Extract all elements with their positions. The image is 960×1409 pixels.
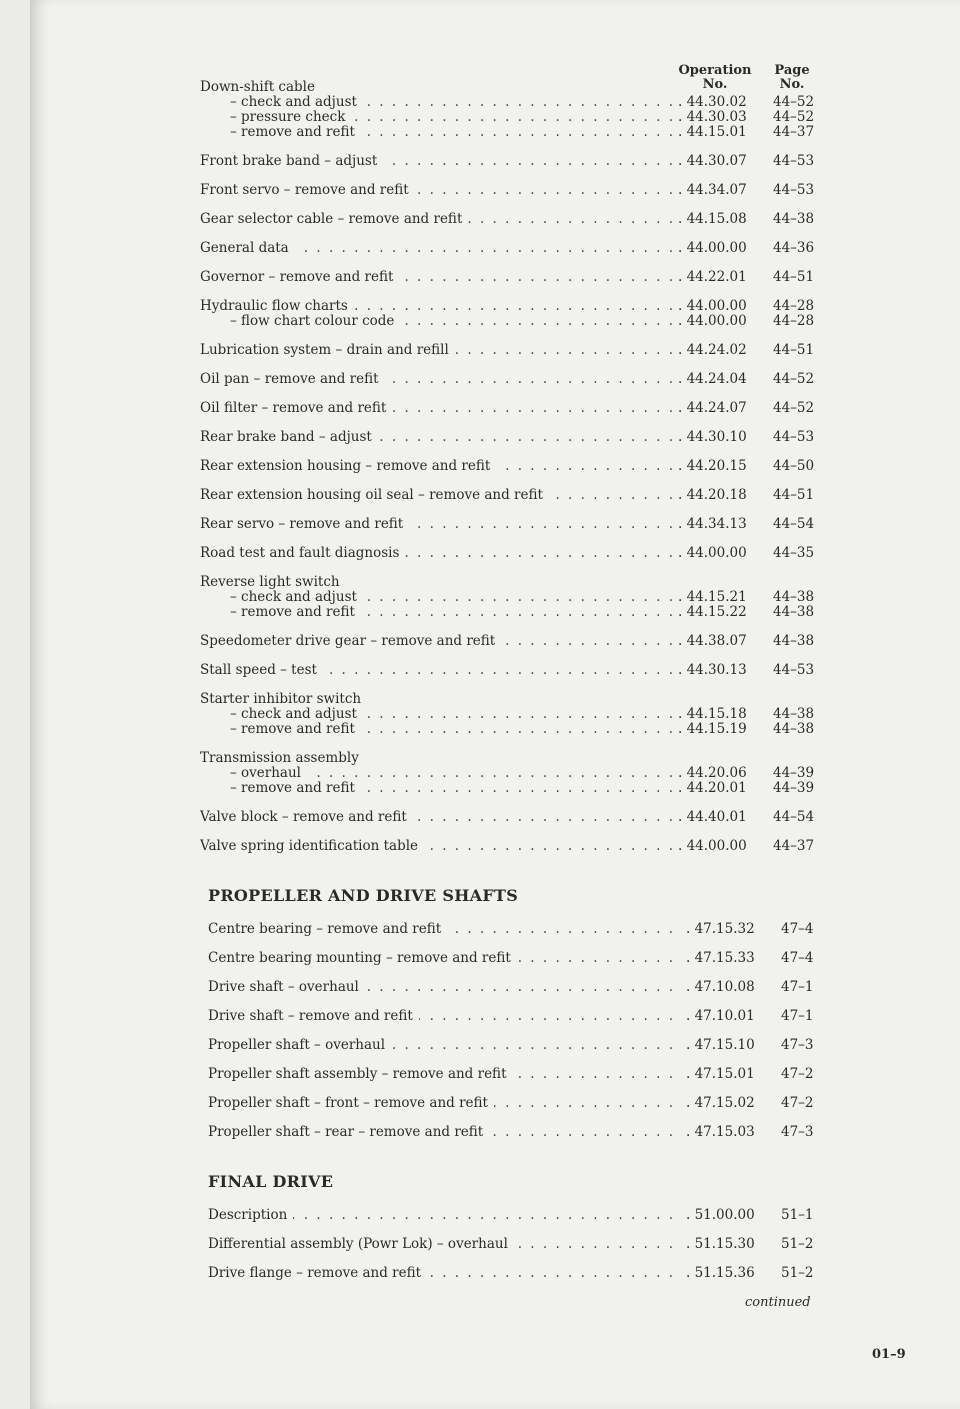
operation-number: . 51.00.00 [686,1207,755,1223]
entry-label: General data [200,241,295,256]
entry-label: Propeller shaft – rear – remove and refit [208,1125,489,1140]
index-row [200,125,825,140]
page-number-ref: 44–36 [773,240,815,256]
operation-number: . 44.00.00 [678,545,747,561]
index-row [200,430,825,445]
index-entry [208,1096,825,1111]
entry-label: – remove and refit [200,722,361,737]
index-entry [200,517,825,532]
index-entry [200,546,825,561]
page-number-ref: 44–53 [773,182,815,198]
page-number-ref: 47–4 [781,921,814,937]
entry-label: – remove and refit [200,781,361,796]
page-number-ref: 51–1 [781,1207,814,1223]
index-row [200,401,825,416]
index-entry [208,951,825,966]
entry-label: Hydraulic flow charts [200,299,354,314]
page-number-ref: 51–2 [781,1265,814,1281]
index-entry [200,488,825,503]
index-row [200,212,825,227]
index-row [200,839,825,854]
index-entry [208,1125,825,1140]
operation-number: . 44.34.07 [678,182,747,198]
index-entry [208,1208,825,1223]
entry-label: Drive shaft – overhaul [208,980,365,995]
page-number-ref: 44–54 [773,516,815,532]
operation-number: . 44.30.02 [678,94,747,110]
entry-title: Down-shift cable [200,79,315,95]
index-entry [200,430,825,445]
entry-label: Gear selector cable – remove and refit [200,212,468,227]
page-number-ref: 44–50 [773,458,815,474]
index-entries [200,77,825,1310]
entry-label: – check and adjust [200,707,363,722]
index-row [208,1266,825,1281]
entry-title: Reverse light switch [200,574,340,590]
operation-header-line1: Operation [678,63,752,78]
index-row [208,1125,825,1140]
entry-label: Rear extension housing oil seal – remove and refit [200,488,549,503]
index-entry [208,980,825,995]
operation-number: . 44.24.07 [678,400,747,416]
index-row [200,343,825,358]
page-number-ref: 47–1 [781,979,814,995]
index-entry [200,663,825,678]
index-row [200,372,825,387]
index-row [200,241,825,256]
index-entry [200,634,825,649]
entry-label: – flow chart colour code [200,314,400,329]
operation-number: . 44.34.13 [678,516,747,532]
entry-label: Valve block – remove and refit [200,810,413,825]
entry-label: Propeller shaft – overhaul [208,1038,391,1053]
entry-label: Centre bearing – remove and refit [208,922,447,937]
index-row [208,1009,825,1024]
operation-number: . 44.20.15 [678,458,747,474]
operation-number: . 44.30.10 [678,429,747,445]
index-entry [200,183,825,198]
page-number-ref: 44–28 [773,298,815,314]
index-row [200,517,825,532]
entry-label: – remove and refit [200,605,361,620]
operation-number: . 44.15.01 [678,124,747,140]
operation-number: . 44.30.13 [678,662,747,678]
operation-number: . 44.38.07 [678,633,747,649]
page-number-ref: 44–53 [773,662,815,678]
index-entry [208,1266,825,1281]
page-number-ref: 47–2 [781,1095,814,1111]
operation-number: . 44.22.01 [678,269,747,285]
index-row [200,95,825,110]
entry-label: Stall speed – test [200,663,323,678]
index-row [200,605,825,620]
index-entry [208,1038,825,1053]
page-number-ref: 44–37 [773,838,815,854]
operation-number: . 44.15.19 [678,721,747,737]
operation-number: . 47.15.32 [686,921,755,937]
index-entry [200,401,825,416]
index-entry [200,270,825,285]
manual-page [30,0,960,1409]
index-row [200,270,825,285]
page-number-ref: 44–38 [773,589,815,605]
entry-title: Starter inhibitor switch [200,691,362,707]
index-entry [200,575,825,620]
entry-label: Front brake band – adjust [200,154,383,169]
page-number-ref: 47–2 [781,1066,814,1082]
page-number-ref: 47–3 [781,1124,814,1140]
page-number: 01–9 [872,1347,906,1362]
entry-label: Rear extension housing – remove and refit [200,459,496,474]
entry-label: Speedometer drive gear – remove and refit [200,634,501,649]
index-row [200,766,825,781]
index-entry [200,692,825,737]
entry-label: Propeller shaft – front – remove and refit [208,1096,494,1111]
operation-header-line2: No. [702,77,728,92]
entry-label: Centre bearing mounting – remove and refit [208,951,517,966]
operation-number: . 51.15.36 [686,1265,755,1281]
index-row [200,590,825,605]
operation-number: . 44.15.18 [678,706,747,722]
index-entry [200,839,825,854]
final-drive-entries [200,1208,825,1281]
operation-number: . 44.20.18 [678,487,747,503]
index-entry [200,212,825,227]
entry-label: Front servo – remove and refit [200,183,415,198]
entry-label: – remove and refit [200,125,361,140]
index-row [200,299,825,314]
operation-number: . 44.24.04 [678,371,747,387]
operation-number: . 51.15.30 [686,1236,755,1252]
index-entry [200,241,825,256]
index-row [208,1208,825,1223]
page-header-line2: No. [779,77,805,92]
continued-note: continued [745,1295,811,1310]
page-number-ref: 44–52 [773,109,815,125]
index-entry [200,299,825,329]
page-number-ref: 44–54 [773,809,815,825]
page-header-line1: Page [774,63,810,78]
entry-label: Drive shaft – remove and refit [208,1009,419,1024]
operation-number: . 44.00.00 [678,240,747,256]
index-row [208,980,825,995]
page-number-ref: 47–4 [781,950,814,966]
index-row [200,488,825,503]
operation-number: . 44.30.07 [678,153,747,169]
entry-label: Governor – remove and refit [200,270,399,285]
page-number-ref: 44–28 [773,313,815,329]
index-row [200,781,825,796]
index-row [208,1067,825,1082]
entry-label: Lubrication system – drain and refill [200,343,455,358]
operation-number: . 44.15.22 [678,604,747,620]
index-row [200,110,825,125]
index-entry [208,1067,825,1082]
entry-label: Propeller shaft assembly – remove and refit [208,1067,513,1082]
page-number-ref: 44–51 [773,342,815,358]
index-row [208,922,825,937]
operation-number: . 44.00.00 [678,838,747,854]
index-entry [200,372,825,387]
index-row [200,663,825,678]
entry-label: Description [208,1208,293,1223]
index-row [208,1038,825,1053]
page-number-ref: 47–1 [781,1008,814,1024]
index-row [208,1096,825,1111]
index-row [200,722,825,737]
index-entry [200,77,825,140]
page-number-ref: 44–51 [773,487,815,503]
section-title-propeller: PROPELLER AND DRIVE SHAFTS [208,886,519,905]
entry-label: Oil pan – remove and refit [200,372,385,387]
operation-number: . 44.00.00 [678,298,747,314]
index-entry [208,1237,825,1252]
operation-number: . 47.15.03 [686,1124,755,1140]
index-row [200,634,825,649]
entry-title: Transmission assembly [200,750,359,766]
page-number-ref: 44–52 [773,400,815,416]
operation-number: . 47.10.08 [686,979,755,995]
index-row [200,546,825,561]
entry-label: Rear servo – remove and refit [200,517,409,532]
page-number-ref: 44–53 [773,153,815,169]
entry-label: Road test and fault diagnosis [200,546,405,561]
entry-label: – overhaul [200,766,307,781]
index-row [200,459,825,474]
page-number-ref: 44–35 [773,545,815,561]
page-number-ref: 44–53 [773,429,815,445]
index-entry [200,751,825,796]
page-number-ref: 44–38 [773,633,815,649]
entry-label: – pressure check [200,110,351,125]
propeller-entries [200,922,825,1140]
index-entry [208,922,825,937]
section-title-final-drive: FINAL DRIVE [208,1172,334,1191]
page-number-ref: 44–39 [773,780,815,796]
entry-label: Differential assembly (Powr Lok) – overhaul [208,1237,514,1252]
page-number-ref: 44–51 [773,269,815,285]
page-number-ref: 44–52 [773,94,815,110]
entry-label: – check and adjust [200,590,363,605]
page-number-ref: 44–37 [773,124,815,140]
page-number-ref: 47–3 [781,1037,814,1053]
index-entry [200,343,825,358]
operation-number: . 44.40.01 [678,809,747,825]
operation-number: . 47.15.01 [686,1066,755,1082]
page-number-ref: 44–52 [773,371,815,387]
index-entry [208,1009,825,1024]
page-number-ref: 44–38 [773,211,815,227]
index-entry [200,154,825,169]
page-number-ref: 51–2 [781,1236,814,1252]
operation-number: . 44.20.06 [678,765,747,781]
index-entry [200,459,825,474]
index-row [208,951,825,966]
index-entry [200,810,825,825]
page-number-ref: 44–38 [773,604,815,620]
operation-number: . 44.20.01 [678,780,747,796]
index-row [200,707,825,722]
operation-number: . 47.15.10 [686,1037,755,1053]
page-number-ref: 44–38 [773,706,815,722]
operation-number: . 47.15.33 [686,950,755,966]
operation-number: . 44.00.00 [678,313,747,329]
operation-number: . 44.24.02 [678,342,747,358]
index-row [200,810,825,825]
entry-label: – check and adjust [200,95,363,110]
index-row [200,183,825,198]
index-row [200,314,825,329]
operation-number: . 44.30.03 [678,109,747,125]
entry-label: Oil filter – remove and refit [200,401,392,416]
operation-number: . 47.10.01 [686,1008,755,1024]
entry-label: Rear brake band – adjust [200,430,378,445]
entry-label: Drive flange – remove and refit [208,1266,427,1281]
page-number-ref: 44–39 [773,765,815,781]
operation-number: . 44.15.21 [678,589,747,605]
operation-number: . 47.15.02 [686,1095,755,1111]
index-row [208,1237,825,1252]
operation-number: . 44.15.08 [678,211,747,227]
page-number-ref: 44–38 [773,721,815,737]
entry-label: Valve spring identification table [200,839,424,854]
index-row [200,154,825,169]
